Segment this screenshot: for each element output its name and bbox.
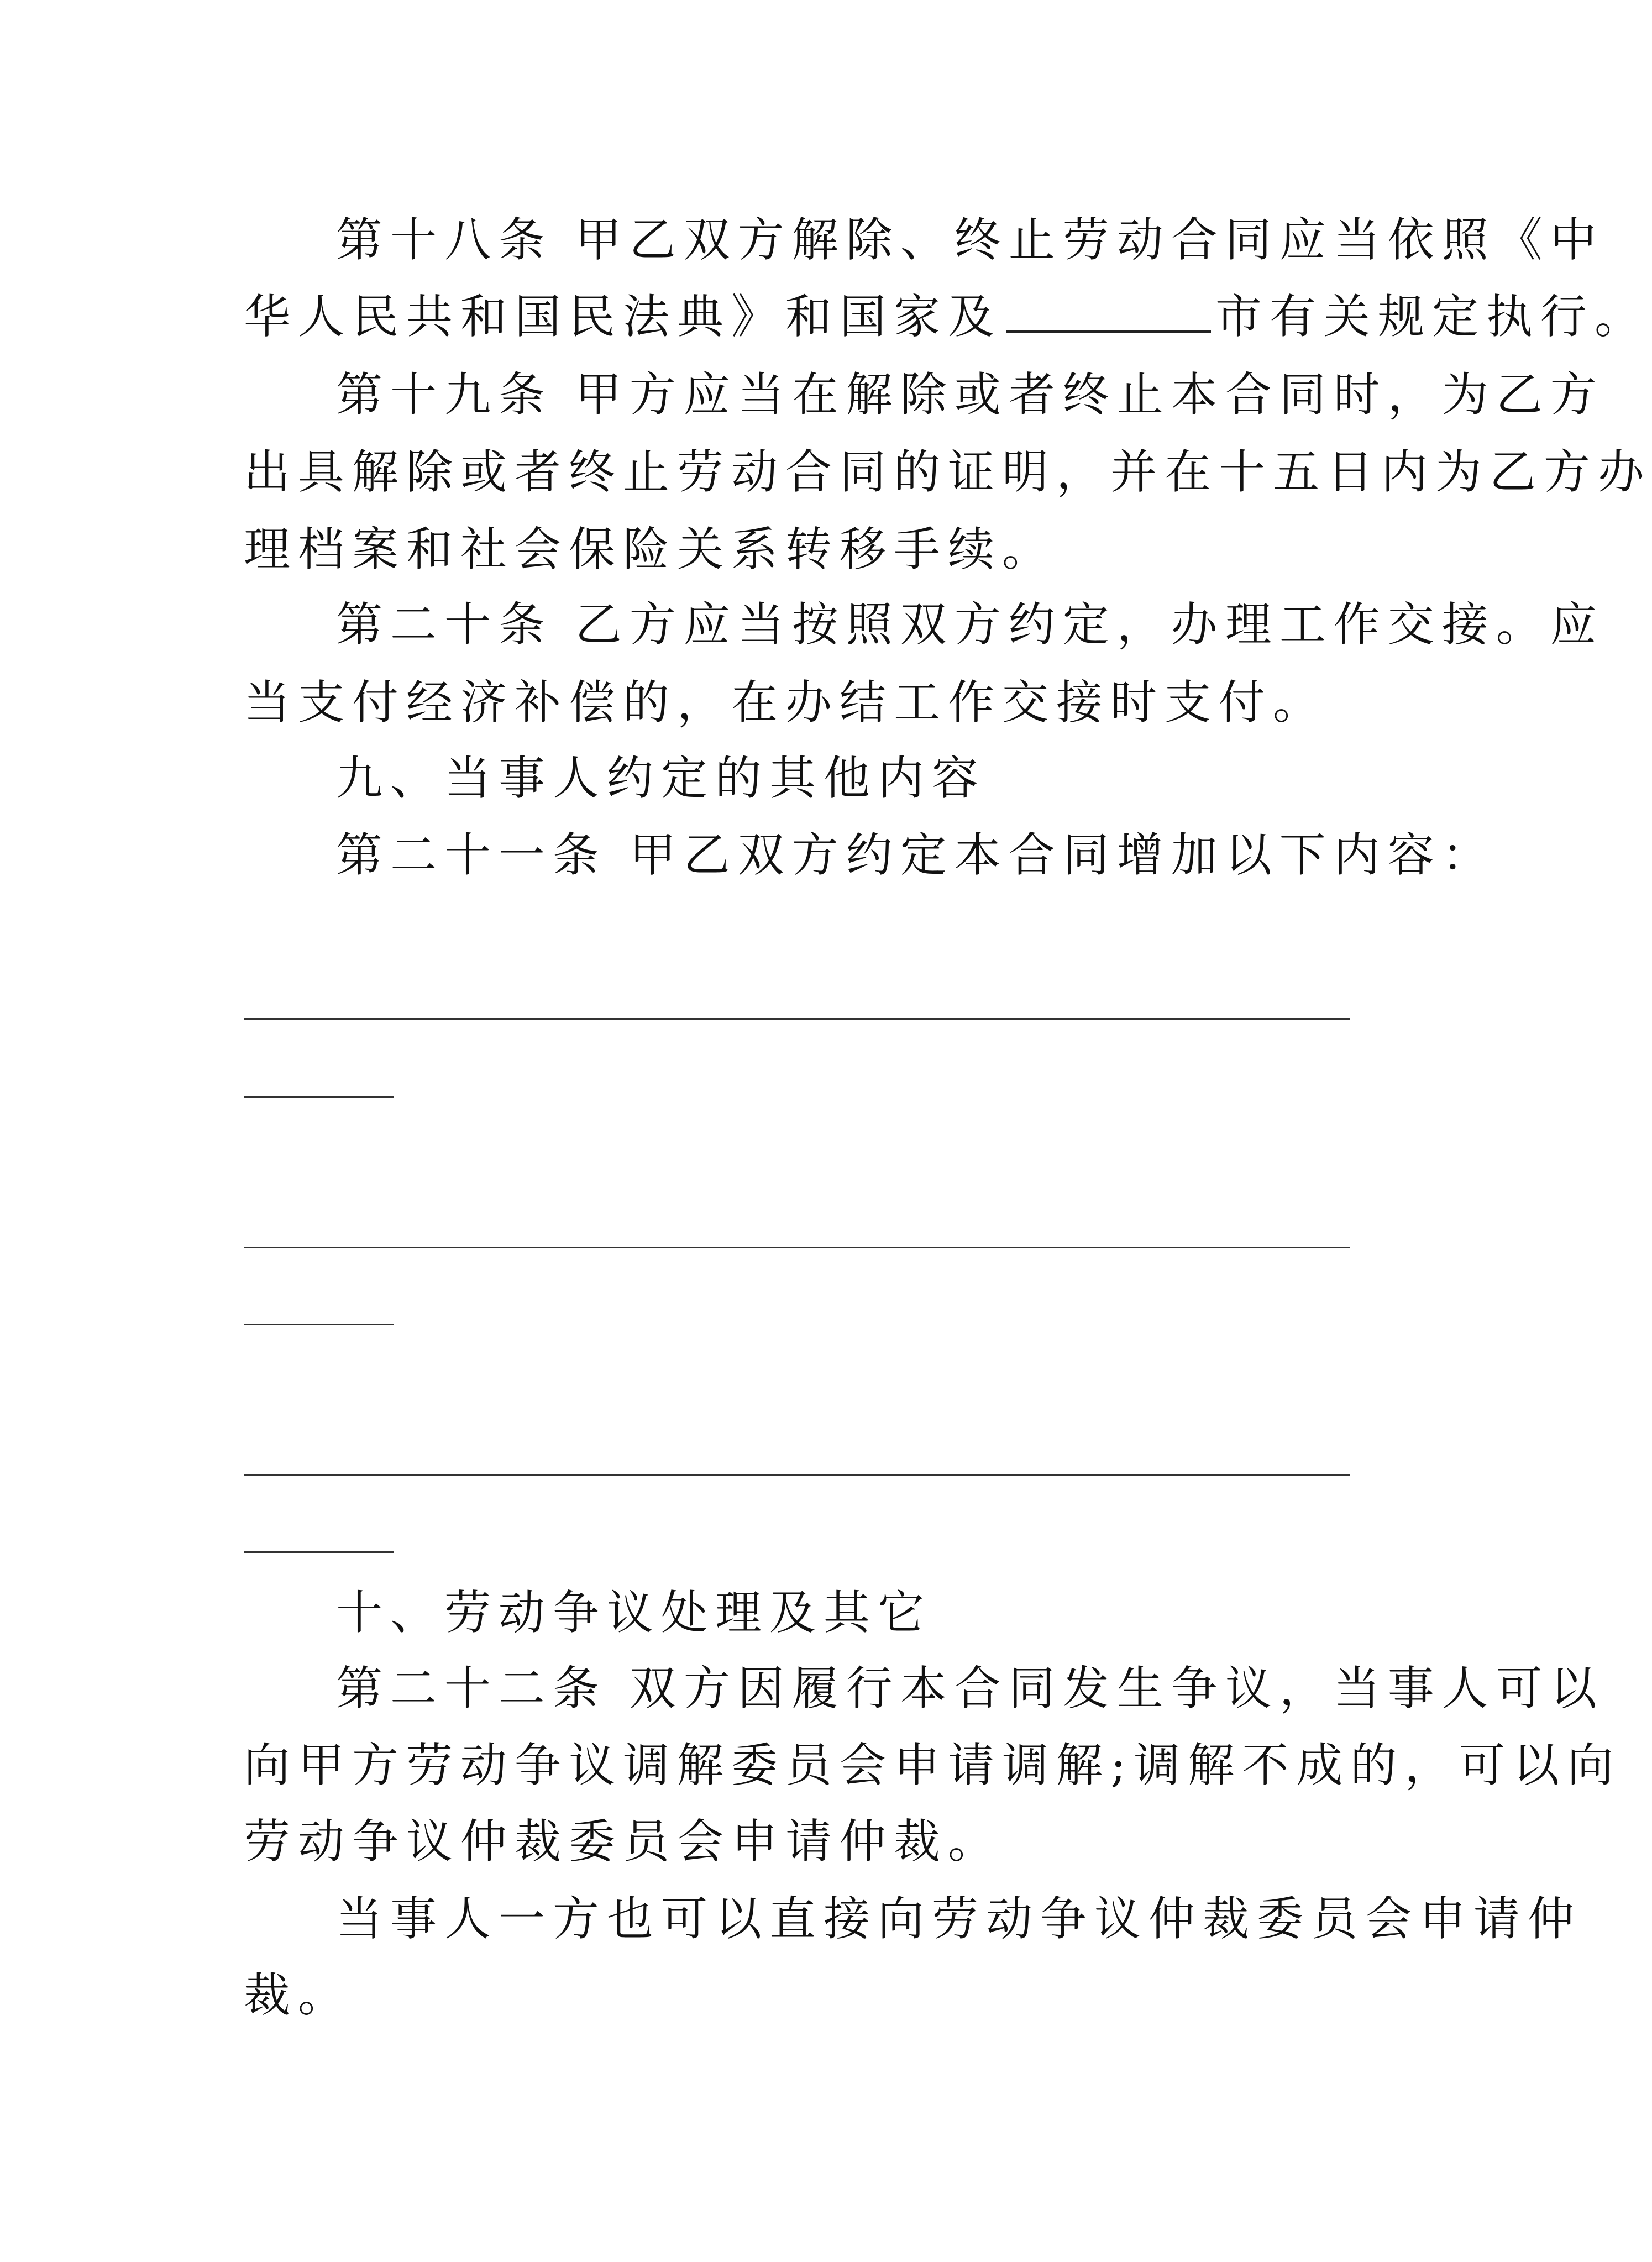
article-18-line-2-start: 华人民共和国民法典》和国家及: [244, 290, 1003, 344]
article-20-line-2: 当支付经济补偿的，在办结工作交接时支付。: [244, 675, 1328, 729]
article-19-line-2: 出具解除或者终止劳动合同的证明，并在十五日内为乙方办: [244, 445, 1652, 499]
section-9-heading: 九、当事人约定的其他内容: [336, 751, 987, 805]
final-paragraph-line-1: 当事人一方也可以直接向劳动争议仲裁委员会申请仲: [336, 1892, 1582, 1946]
fill-in-line-2: [244, 1247, 1350, 1248]
article-18-line-1: 第十八条 甲乙双方解除、终止劳动合同应当依照《中: [336, 213, 1604, 267]
article-19-line-1: 第十九条 甲方应当在解除或者终止本合同时，为乙方: [336, 368, 1604, 422]
article-18-line-2-end: 市有关规定执行。: [1215, 290, 1649, 344]
article-18-line-2: [244, 290, 1649, 344]
article-22-line-1: 第二十二条 双方因履行本合同发生争议，当事人可以: [336, 1661, 1604, 1715]
article-19-line-3: 理档案和社会保险关系转移手续。: [244, 522, 1057, 576]
article-20-line-1: 第二十条 乙方应当按照双方约定，办理工作交接。应: [336, 597, 1604, 652]
fill-in-line-3-continuation: [244, 1551, 394, 1553]
article-22-line-3: 劳动争议仲裁委员会申请仲裁。: [244, 1814, 1003, 1869]
article-22-line-2: 向甲方劳动争议调解委员会申请调解;调解不成的，可以向: [244, 1738, 1622, 1792]
final-paragraph-line-2: 裁。: [244, 1968, 353, 2022]
fill-in-line-1-continuation: [244, 1096, 394, 1098]
article-21: 第二十一条 甲乙双方约定本合同增加以下内容：: [336, 828, 1496, 882]
fill-in-line-3: [244, 1474, 1350, 1476]
city-blank-line: [1006, 330, 1211, 333]
fill-in-line-2-continuation: [244, 1324, 394, 1325]
fill-in-line-1: [244, 1018, 1350, 1020]
section-10-heading: 十、劳动争议处理及其它: [336, 1586, 932, 1640]
